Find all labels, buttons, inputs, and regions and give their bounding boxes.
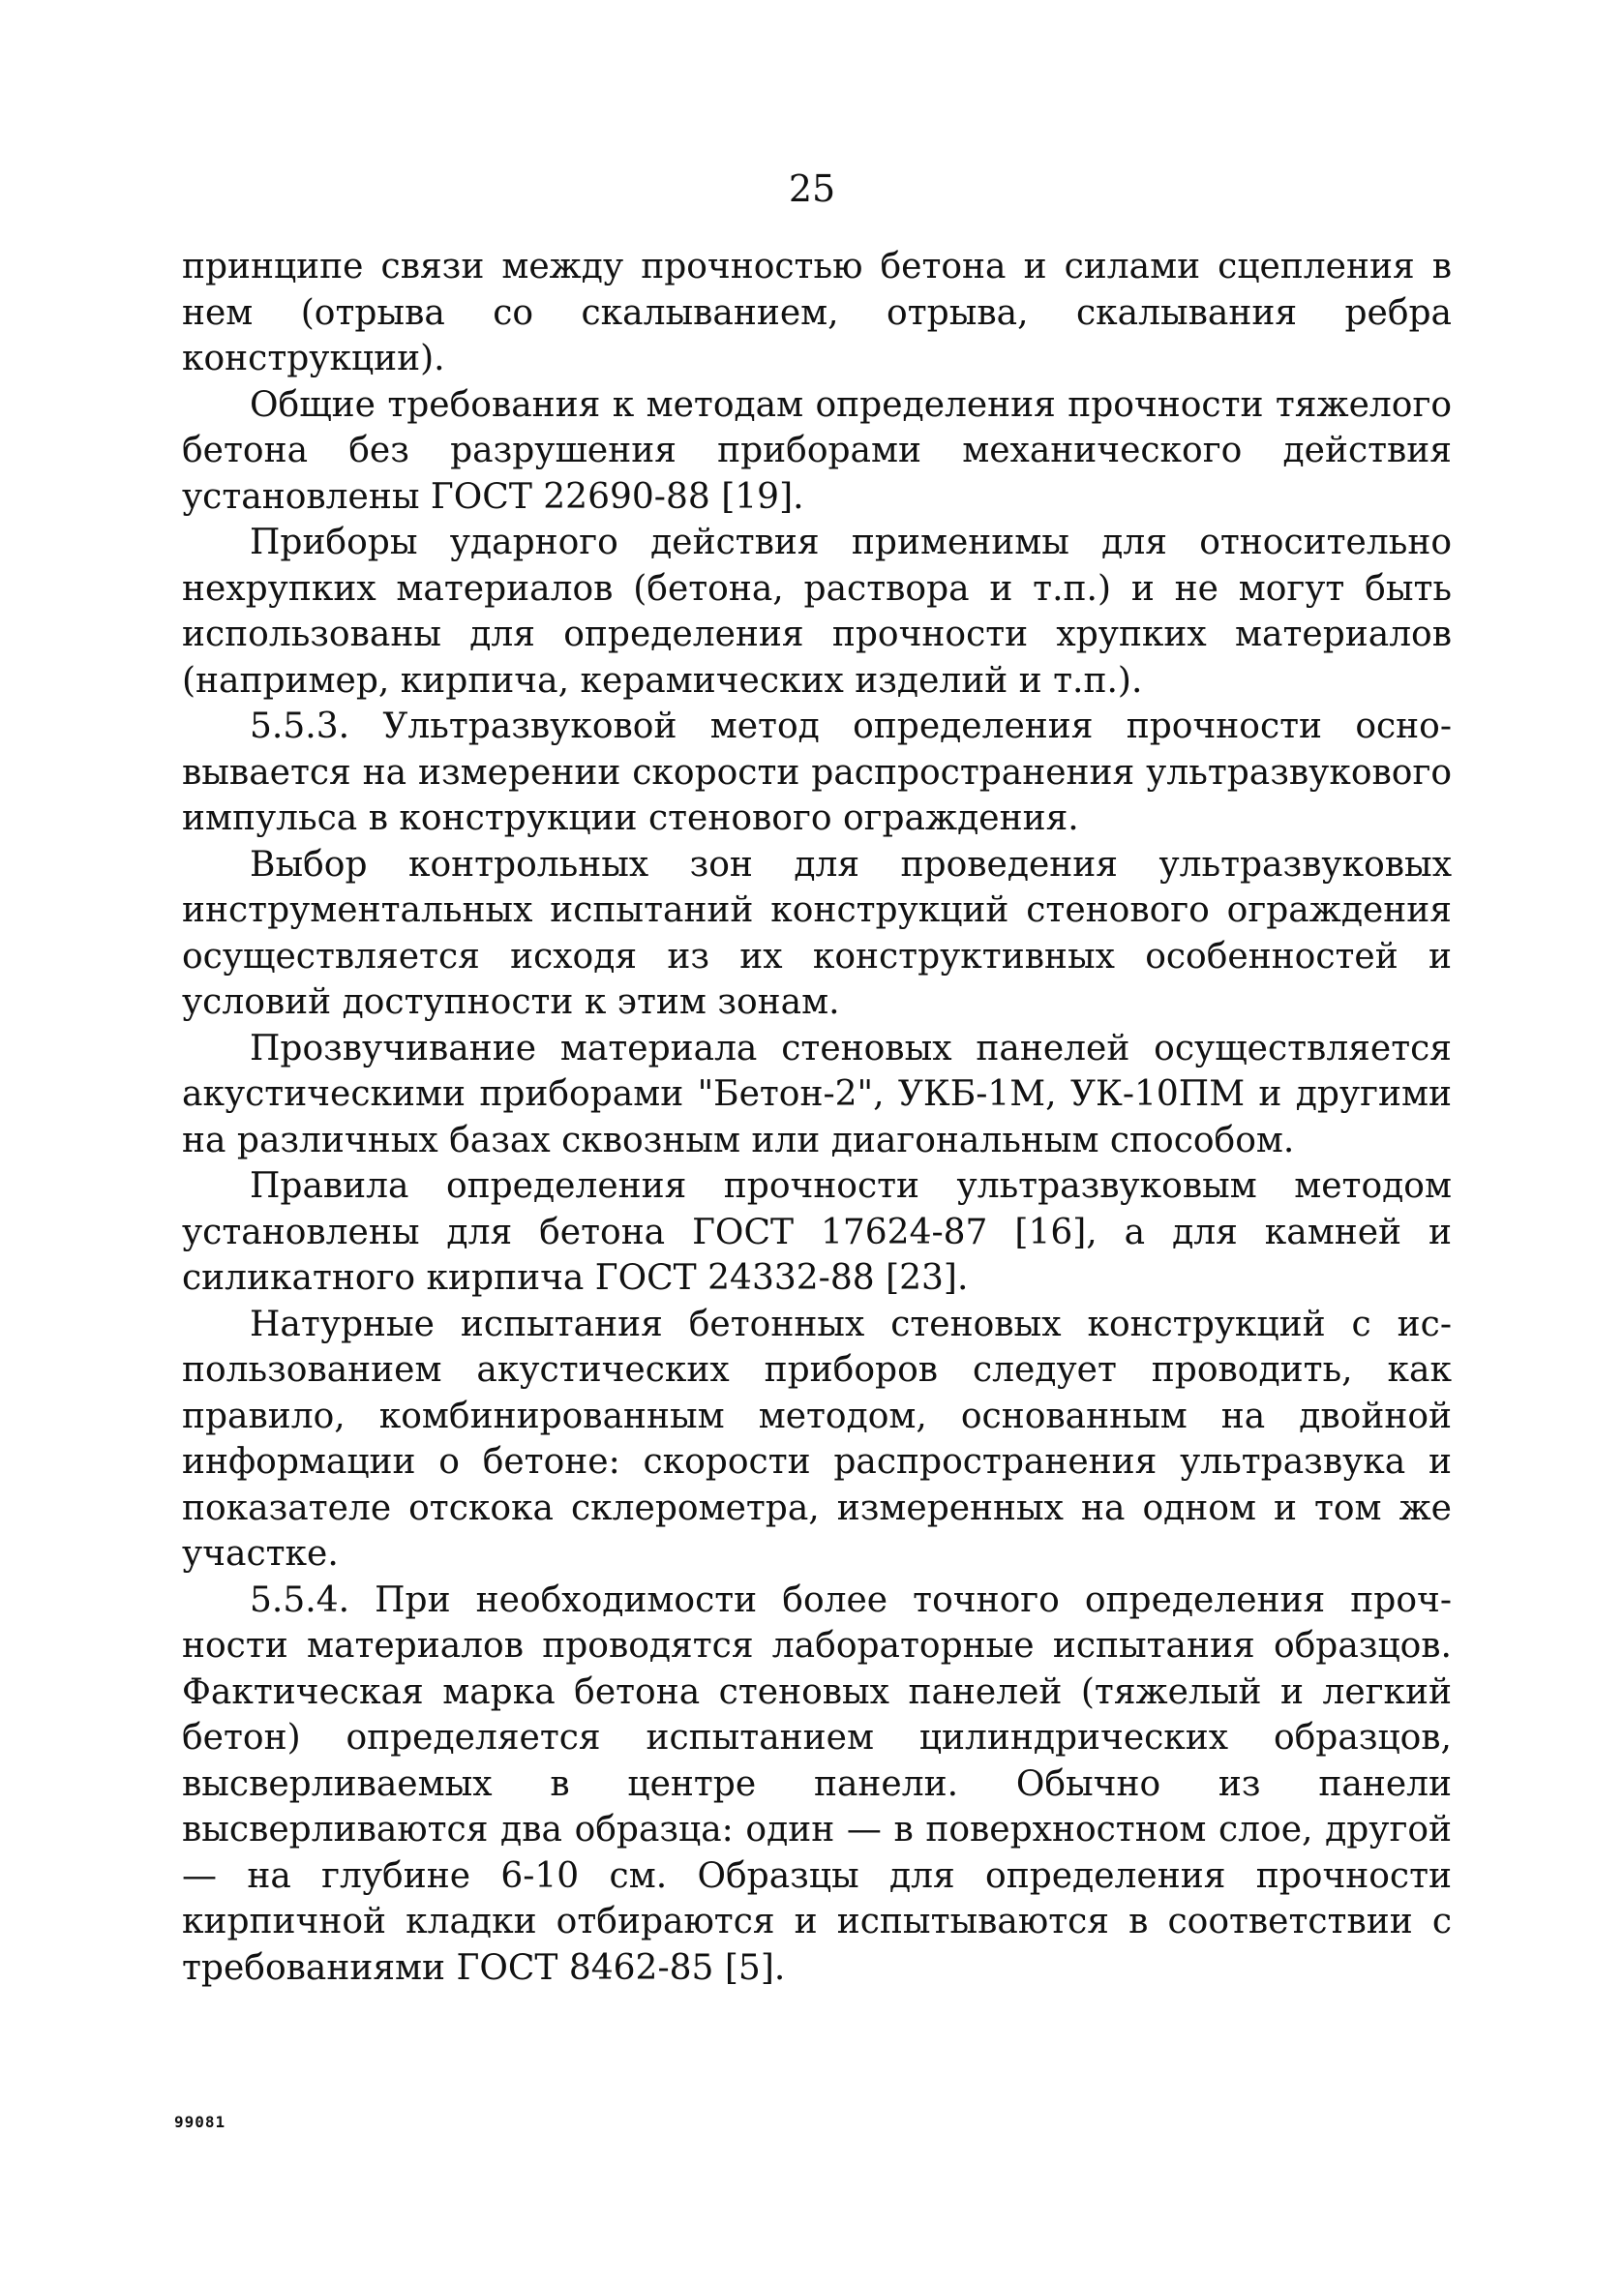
paragraph-control-zones: Выбор контрольных зон для проведения ультразвуковых инструментальных испытаний конструкций стенового ограждения осуществляется исходя из их конструктивных особенностей и условий доступности к этим зонам.: [182, 844, 1452, 1022]
paragraph-sounding: Прозвучивание материала стеновых панелей осуществляется акустическими приборами "Бетон-2", УКБ-1М, УК-10ПМ и другими на различных базах сквозным или диагональным способом.: [182, 1028, 1452, 1160]
paragraph-general-requirements: Общие требования к методам определения прочности тяжелого бетона без разрушения приборами механического действия установлены ГОСТ 22690-88 [19].: [182, 384, 1452, 517]
paragraph-impact-devices: Приборы ударного действия применимы для относительно нехрупких материалов (бетона, раствора и т.п.) и не могут быть использованы для определения прочности хрупких материалов (например, кирпича, керамических изделий и т.п.).: [182, 523, 1452, 701]
footer-code: 99081: [174, 2113, 226, 2131]
body-text: [182, 244, 1452, 1991]
paragraph-section-5-5-3: 5.5.3. Ультразвуковой метод определения прочности основывается на измерении скорости распространения ультразвукового импульса в конструкции стенового ограждения.: [182, 707, 1452, 838]
paragraph-field-tests: Натурные испытания бетонных стеновых конструкций с использованием акустических приборов следует проводить, как правило, комбинированным методом, основанным на двойной информации о бетоне: скорости распространения ультразвука и показателе отскока склерометра, измеренных на одном и том же участке.: [182, 1304, 1452, 1574]
page-number: 25: [788, 167, 836, 210]
paragraph-continuation: принципе связи между прочностью бетона и силами сцепления в нем (отрыва со скалыванием, отрыва, скалывания ребра конструкции).: [182, 247, 1452, 378]
paragraph-section-5-5-4: 5.5.4. При необходимости более точного определения прочности материалов проводятся лабораторные испытания образцов. Фактическая марка бетона стеновых панелей (тяжелый и легкий бетон) определяется испытанием цилиндрических образцов, высверливаемых в центре панели. Обычно из панели высверливаются два образца: один — в поверхностном слое, другой — на глубине 6-10 см. Образцы для определения прочности кирпичной кладки отбираются и испытываются в соответствии с требованиями ГОСТ 8462-85 [5].: [182, 1579, 1452, 1988]
paragraph-rules: Правила определения прочности ультразвуковым методом установлены для бетона ГОСТ 17624-87 [16], а для камней и силикатного кирпича ГОСТ 24332-88 [23].: [182, 1166, 1452, 1298]
